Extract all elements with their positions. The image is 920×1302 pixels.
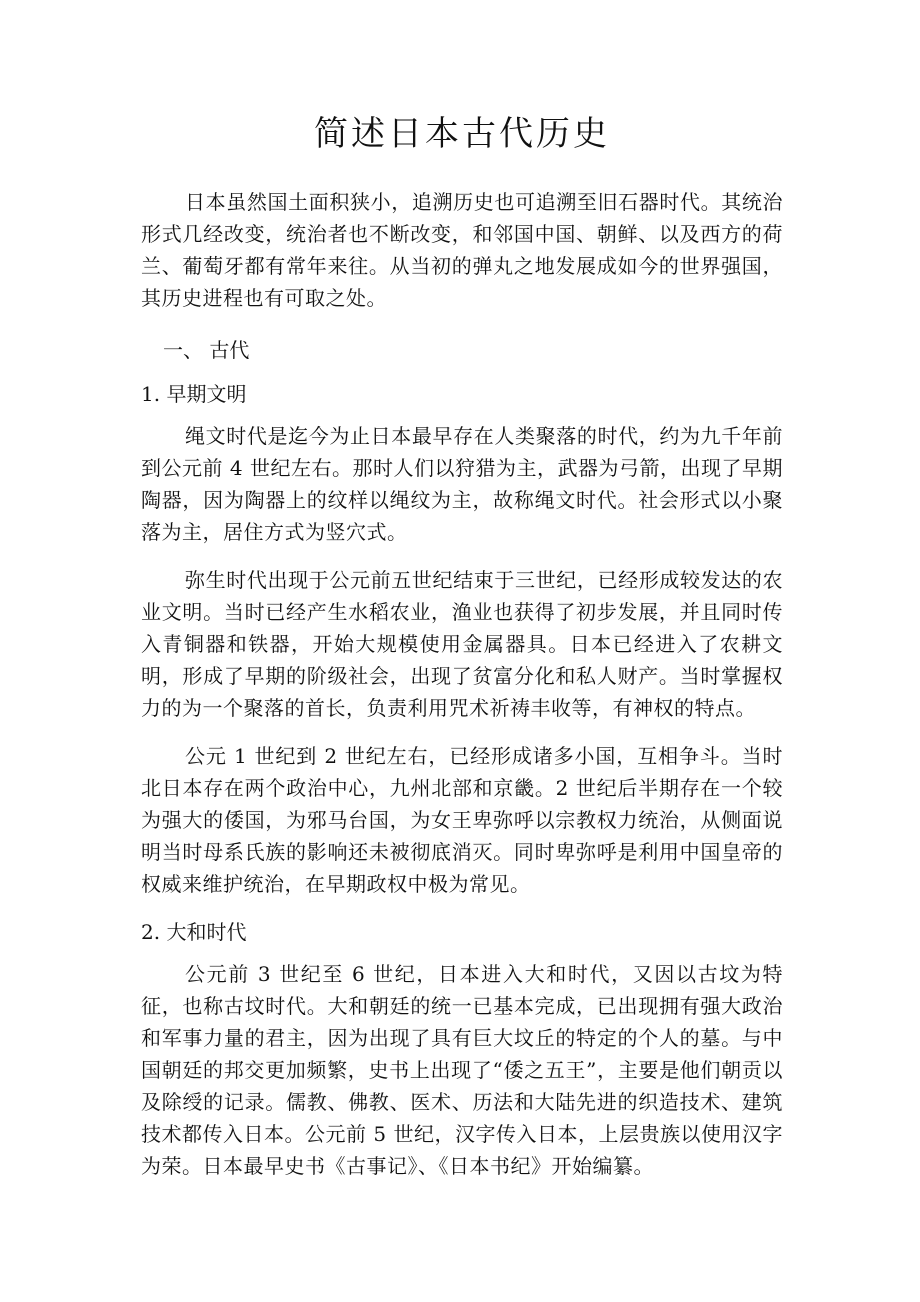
paragraph-jomon: 绳文时代是迄今为止日本最早存在人类聚落的时代，约为九千年前到公元前 4 世纪左右。那时人们以狩猎为主，武器为弓箭，出现了早期陶器，因为陶器上的纹样以绳纹为主，故称绳文时代。社会形式以小聚落为主，居住方式为竖穴式。 [141, 424, 783, 544]
section-heading-ancient: 一、 古代 [163, 338, 250, 362]
paragraph-yamato: 公元前 3 世纪至 6 世纪，日本进入大和时代，又因以古坟为特征，也称古坟时代。大和朝廷的统一已基本完成，已出现拥有强大政治和军事力量的君主，因为出现了具有巨大坟丘的特定的个人的墓。与中国朝廷的邦交更加频繁，史书上出现了“倭之五王”，主要是他们朝贡以及除绶的记录。儒教、佛教、医术、历法和大陆先进的织造技术、建筑技术都传入日本。公元前 5 世纪，汉字传入日本，上层贵族以使用汉字为荣。日本最早史书《古事记》、《日本书纪》开始编纂。 [141, 962, 783, 1178]
intro-paragraph: 日本虽然国土面积狭小，追溯历史也可追溯至旧石器时代。其统治形式几经改变，统治者也不断改变，和邻国中国、朝鲜、以及西方的荷兰、葡萄牙都有常年来往。从当初的弹丸之地发展成如今的世界强国，其历史进程也有可取之处。 [141, 190, 783, 310]
paragraph-early-states: 公元 1 世纪到 2 世纪左右，已经形成诸多小国，互相争斗。当时北日本存在两个政治中心，九州北部和京畿。2 世纪后半期存在一个较为强大的倭国，为邪马台国，为女王卑弥呼以宗教权力统治，从侧面说明当时母系氏族的影响还未被彻底消灭。同时卑弥呼是利用中国皇帝的权威来维护统治，在早期政权中极为常见。 [141, 744, 783, 896]
document-title: 简述日本古代历史 [314, 114, 610, 154]
document-page [141, 108, 783, 1198]
subsection-heading-early-civilization: 1. 早期文明 [141, 382, 247, 406]
subsection-heading-yamato: 2. 大和时代 [141, 920, 247, 944]
paragraph-yayoi: 弥生时代出现于公元前五世纪结束于三世纪，已经形成较发达的农业文明。当时已经产生水稻农业，渔业也获得了初步发展，并且同时传入青铜器和铁器，开始大规模使用金属器具。日本已经进入了农耕文明，形成了早期的阶级社会，出现了贫富分化和私人财产。当时掌握权力的为一个聚落的首长，负责利用咒术祈祷丰收等，有神权的特点。 [141, 568, 783, 720]
